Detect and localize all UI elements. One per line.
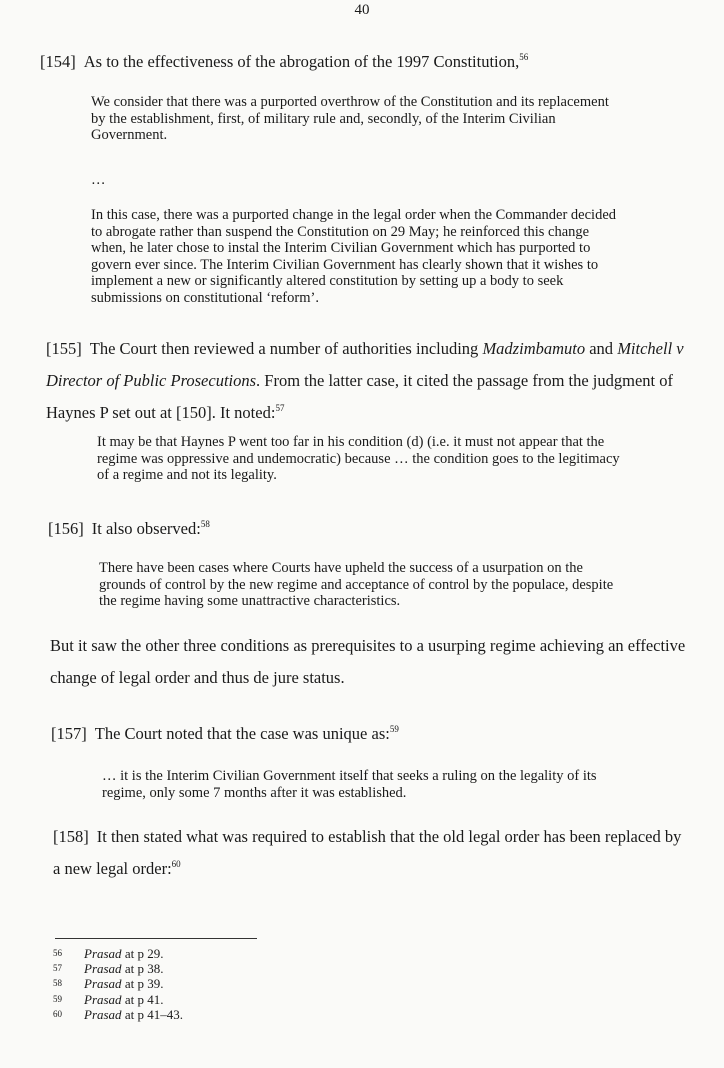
- case-name: Mitchell v Director of Public Prosecutions: [46, 339, 684, 390]
- footnote-ref: 58: [200, 519, 210, 529]
- footnote: [53, 992, 183, 1007]
- footnote-text: at p 39.: [121, 976, 164, 992]
- case-name: Prasad: [84, 1006, 122, 1022]
- block-quote: … it is the Interim Civilian Government itself that seeks a ruling on the legality of its regime, only some 7 months after it was established.: [102, 768, 597, 801]
- page-number: 40: [354, 2, 370, 18]
- footnote-number: 58: [53, 978, 62, 989]
- paragraph-text: The Court then reviewed a number of authorities including: [89, 339, 483, 358]
- footnote: [53, 976, 183, 991]
- paragraph-154: [40, 46, 690, 78]
- paragraph-number: [158]: [53, 827, 89, 846]
- footnote: [53, 961, 183, 976]
- block-quote: In this case, there was a purported change in the legal order when the Commander decided to abrogate rather than suspend the Constitution on 29 May; he reinforced this change when, he later chose to instal the Interim Civilian Government which has purported to govern ever since. The Interim Civilian Government has clearly shown that it wishes to implement a new or significantly altered constitution by setting up a body to seek submissions on constitutional ‘reform’.: [91, 207, 617, 306]
- footnotes: [53, 946, 183, 1022]
- case-name: Prasad: [84, 991, 122, 1007]
- footnote-number: 57: [53, 963, 62, 974]
- case-name: Prasad: [84, 976, 122, 992]
- footnote-ref: 59: [389, 724, 399, 734]
- footnote-ref: 56: [519, 52, 529, 62]
- footnote-text: at p 29.: [121, 946, 164, 961]
- block-quote: It may be that Haynes P went too far in his condition (d) (i.e. it must not appear that the regime was oppressive and undemocratic) because … the condition goes to the legitimacy of a regime and not its legality.: [97, 434, 620, 483]
- paragraph-text: It also observed:: [91, 519, 201, 538]
- paragraph-number: [154]: [40, 52, 76, 71]
- footnote-number: 59: [53, 993, 62, 1004]
- footnote: [53, 1007, 183, 1022]
- footnote-divider: [55, 938, 257, 939]
- paragraph-156-continued: But it saw the other three conditions as prerequisites to a usurping regime achieving an effective change of legal order and thus de jure status.: [50, 636, 686, 687]
- paragraph-text: . From the latter case, it cited the passage from the judgment of Haynes P set out at [150]. It noted:: [46, 371, 674, 422]
- paragraph-text: and: [585, 339, 618, 358]
- block-quote: We consider that there was a purported overthrow of the Constitution and its replacement by the establishment, first, of military rule and, secondly, of the Interim Civilian Government.: [91, 94, 609, 143]
- case-name: Prasad: [84, 961, 122, 977]
- footnote-ref: 60: [171, 859, 181, 869]
- paragraph-text: As to the effectiveness of the abrogation of the 1997 Constitution,: [83, 52, 520, 71]
- footnote: [53, 946, 183, 961]
- quote-ellipsis: …: [91, 172, 106, 188]
- paragraph-158: [53, 821, 689, 885]
- footnote-number: 56: [53, 948, 62, 958]
- block-quote: There have been cases where Courts have upheld the success of a usurpation on the grounds of control by the new regime and acceptance of control by the populace, despite the regime having some unattractive characteristics.: [99, 560, 614, 609]
- paragraph-number: [155]: [46, 339, 82, 358]
- paragraph-155: [46, 333, 684, 429]
- paragraph-text: The Court noted that the case was unique as:: [94, 724, 390, 743]
- paragraph-157: [51, 718, 691, 750]
- footnote-text: at p 41–43.: [121, 1006, 183, 1022]
- paragraph-156: [48, 513, 688, 545]
- footnote-text: at p 38.: [121, 961, 164, 977]
- paragraph-number: [157]: [51, 724, 87, 743]
- footnote-number: 60: [53, 1008, 62, 1019]
- case-name: Prasad: [84, 946, 122, 961]
- case-name: Madzimbamuto: [482, 339, 586, 358]
- footnote-text: at p 41.: [121, 991, 164, 1007]
- paragraph-number: [156]: [48, 519, 84, 538]
- paragraph-text: It then stated what was required to establish that the old legal order has been replaced by a new legal order:: [53, 827, 682, 878]
- footnote-ref: 57: [275, 403, 285, 413]
